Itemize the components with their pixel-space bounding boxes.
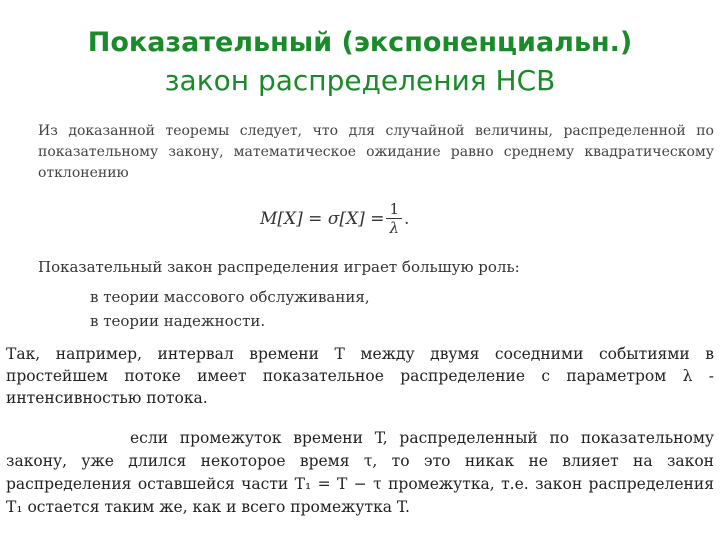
formula-numerator: 1 (386, 200, 402, 219)
paragraph-memoryless (6, 427, 714, 519)
paragraph-role-text: Показательный закон распределения играет большую роль: (38, 258, 520, 276)
formula-expectation (260, 200, 409, 237)
formula-denominator: λ (389, 219, 399, 237)
formula-lhs: M[X] = σ[X] = (260, 208, 385, 229)
paragraph-example-text: Так, например, интервал времени T между двумя соседними событиями в простейшем потоке имеет показательное распределение с параметром λ - интенсивностью потока. (6, 345, 714, 407)
title-line-2: закон распределения НСВ (164, 64, 556, 97)
paragraph-theorem (38, 121, 714, 184)
list-item: в теории надежности. (90, 312, 266, 330)
slide-title (0, 24, 720, 100)
paragraph-memoryless-text: если промежуток времени T, распределенный по показательному закону, уже длился некоторое время τ, то это никак не влияет на закон распределения оставшейся части T₁ = T − τ промежутка, т.е. закон распределения T₁ остается таким же, как и всего промежутка T. (6, 429, 714, 516)
application-list (90, 285, 370, 333)
paragraph-theorem-text: Из доказанной теоремы следует, что для случайной величины, распределенной по показательному закону, математическое ожидание равно среднему квадратическому отклонению (38, 123, 714, 181)
paragraph-role (38, 256, 638, 278)
title-line-1: Показательный (экспоненциальн.) (87, 27, 633, 58)
formula-tail: . (404, 208, 410, 229)
list-item: в теории массового обслуживания, (90, 288, 370, 306)
formula-fraction (386, 200, 402, 237)
paragraph-example (6, 343, 714, 409)
